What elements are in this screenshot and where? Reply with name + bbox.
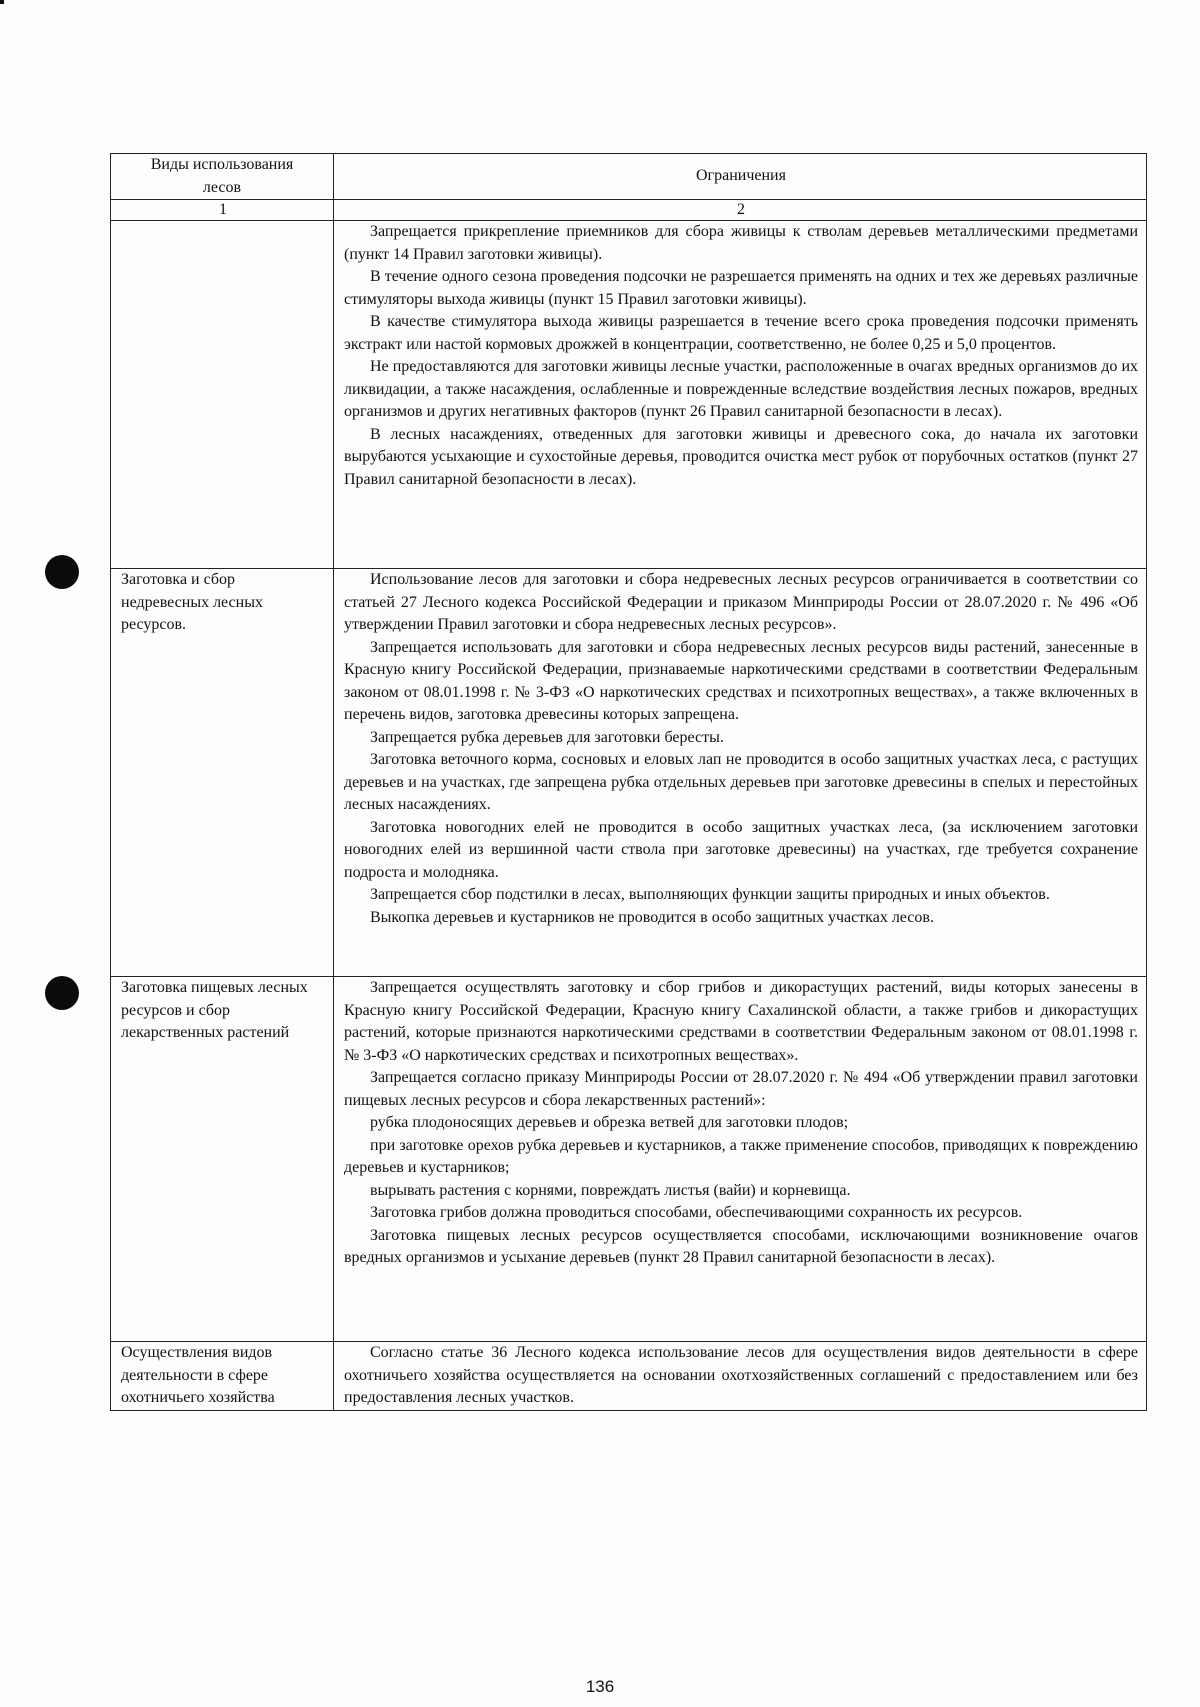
header-restrictions: Ограничения — [334, 154, 1147, 200]
table-row — [111, 1342, 1147, 1411]
restriction-paragraph: Выкопка деревьев и кустарников не проводится в особо защитных участках лесов. — [370, 908, 934, 926]
table-row — [111, 977, 1147, 1342]
column-number-row — [111, 200, 1147, 221]
table-header-row — [111, 154, 1147, 200]
page-number: 136 — [585, 1677, 615, 1696]
restriction-paragraph: Использование лесов для заготовки и сбора недревесных лесных ресурсов ограничивается в соответствии со статьей 27 Лесного кодекса Российской Федерации и приказом Минприроды России от 28.07.2020 г. № 496 «Об утверждении Правил заготовки и сбора недревесных лесных ресурсов». — [344, 571, 1138, 633]
restriction-paragraph: В качестве стимулятора выхода живицы разрешается в течение всего срока проведения подсочки применять экстракт или настой кормовых дрожжей в концентрации, соответственно, не более 0,25 и 5,0 процентов. — [344, 313, 1138, 353]
restriction-paragraph: при заготовке орехов рубка деревьев и кустарников, а также применение способов, приводящих к повреждению деревьев и кустарников; — [344, 1136, 1138, 1176]
scan-corner-mark — [0, 0, 4, 4]
punch-hole — [45, 976, 79, 1010]
restriction-paragraph: Согласно статье 36 Лесного кодекса использование лесов для осуществления видов деятельности в сфере охотничьего хозяйства осуществляется на основании охотхозяйственных соглашений с предоставлением или без предоставления лесных участков. — [344, 1344, 1138, 1406]
restriction-paragraph: В лесных насаждениях, отведенных для заготовки живицы и древесного сока, до начала их заготовки вырубаются усыхающие и сухостойные деревья, проводится очистка мест рубок от порубочных остатков (пункт 27 Правил санитарной безопасности в лесах). — [344, 425, 1138, 488]
row-category: Заготовка и сбор недревесных лесных ресурсов. — [111, 569, 334, 977]
restriction-paragraph: Запрещается использовать для заготовки и сбора недревесных лесных ресурсов виды растений, занесенные в Красную книгу Российской Федерации, признаваемые наркотическими средствами в соответствии Федеральным законом от 08.01.1998 г. № 3-ФЗ «О наркотических средствах и психотропных веществах», а также включенных в перечень видов, заготовка древесины которых запрещена. — [344, 638, 1138, 723]
restriction-paragraph: Запрещается сбор подстилки в лесах, выполняющих функции защиты природных и иных объектов. — [370, 886, 1050, 903]
row-category: Заготовка пищевых лесных ресурсов и сбор лекарственных растений — [111, 977, 334, 1342]
row-restrictions — [334, 977, 1147, 1342]
column-number-1: 1 — [111, 200, 334, 221]
restriction-paragraph: Заготовка веточного корма, сосновых и еловых лап не проводится в особо защитных участках леса, с растущих деревьев и на участках, где запрещена рубка отдельных деревьев при заготовке древесины в спелых и перестойных лесных насаждениях. — [344, 751, 1138, 813]
restrictions-table — [110, 153, 1147, 1411]
restriction-paragraph: Запрещается согласно приказу Минприроды России от 28.07.2020 г. № 494 «Об утверждении правил заготовки пищевых лесных ресурсов и сбора лекарственных растений»: — [344, 1069, 1138, 1109]
restriction-paragraph: Запрещается рубка деревьев для заготовки бересты. — [370, 728, 724, 746]
restriction-paragraph: рубка плодоносящих деревьев и обрезка ветвей для заготовки плодов; — [370, 1114, 849, 1131]
restriction-paragraph: вырывать растения с корнями, повреждать листья (вайи) и корневища. — [370, 1181, 851, 1199]
row-category — [111, 221, 334, 569]
row-restrictions — [334, 1342, 1147, 1411]
punch-hole — [45, 555, 79, 589]
table-row — [111, 221, 1147, 569]
restriction-paragraph: Запрещается осуществлять заготовку и сбор грибов и дикорастущих растений, виды которых занесены в Красную книгу Российской Федерации, Красную книгу Сахалинской области, а также грибов и дикорастущих растений, которые признаются наркотическими средствами в соответствии Федеральным законом от 08.01.1998 г. № 3-ФЗ «О наркотических средствах и психотропных веществах». — [344, 979, 1138, 1064]
row-restrictions — [334, 569, 1147, 977]
row-category: Осуществления видов деятельности в сфере охотничьего хозяйства — [111, 1342, 334, 1411]
table-row — [111, 569, 1147, 977]
restriction-paragraph: В течение одного сезона проведения подсочки не разрешается применять на одних и тех же деревьях различные стимуляторы выхода живицы (пункт 15 Правил заготовки живицы). — [344, 268, 1138, 308]
column-number-2: 2 — [334, 200, 1147, 221]
restriction-paragraph: Заготовка грибов должна проводиться способами, обеспечивающими сохранность их ресурсов. — [370, 1204, 1023, 1221]
restriction-paragraph: Заготовка новогодних елей не проводится в особо защитных участках леса, (за исключением заготовки новогодних елей из вершинной части ствола при заготовке древесины) на участках, где требуется сохранение подроста и молодняка. — [344, 818, 1138, 881]
restriction-paragraph: Заготовка пищевых лесных ресурсов осуществляется способами, исключающими возникновение очагов вредных организмов и усыхание деревьев (пункт 28 Правил санитарной безопасности в лесах). — [344, 1226, 1138, 1266]
restriction-paragraph: Запрещается прикрепление приемников для сбора живицы к стволам деревьев металлическими предметами (пункт 14 Правил заготовки живицы). — [344, 223, 1138, 263]
restriction-paragraph: Не предоставляются для заготовки живицы лесные участки, расположенные в очагах вредных организмов до их ликвидации, а также насаждения, ослабленные и поврежденные вследствие воздействия лесных пожаров, вредных организмов и других негативных факторов (пункт 26 Правил санитарной безопасности в лесах). — [344, 358, 1138, 420]
row-restrictions — [334, 221, 1147, 569]
header-forest-use-types: Виды использования лесов — [111, 154, 334, 200]
